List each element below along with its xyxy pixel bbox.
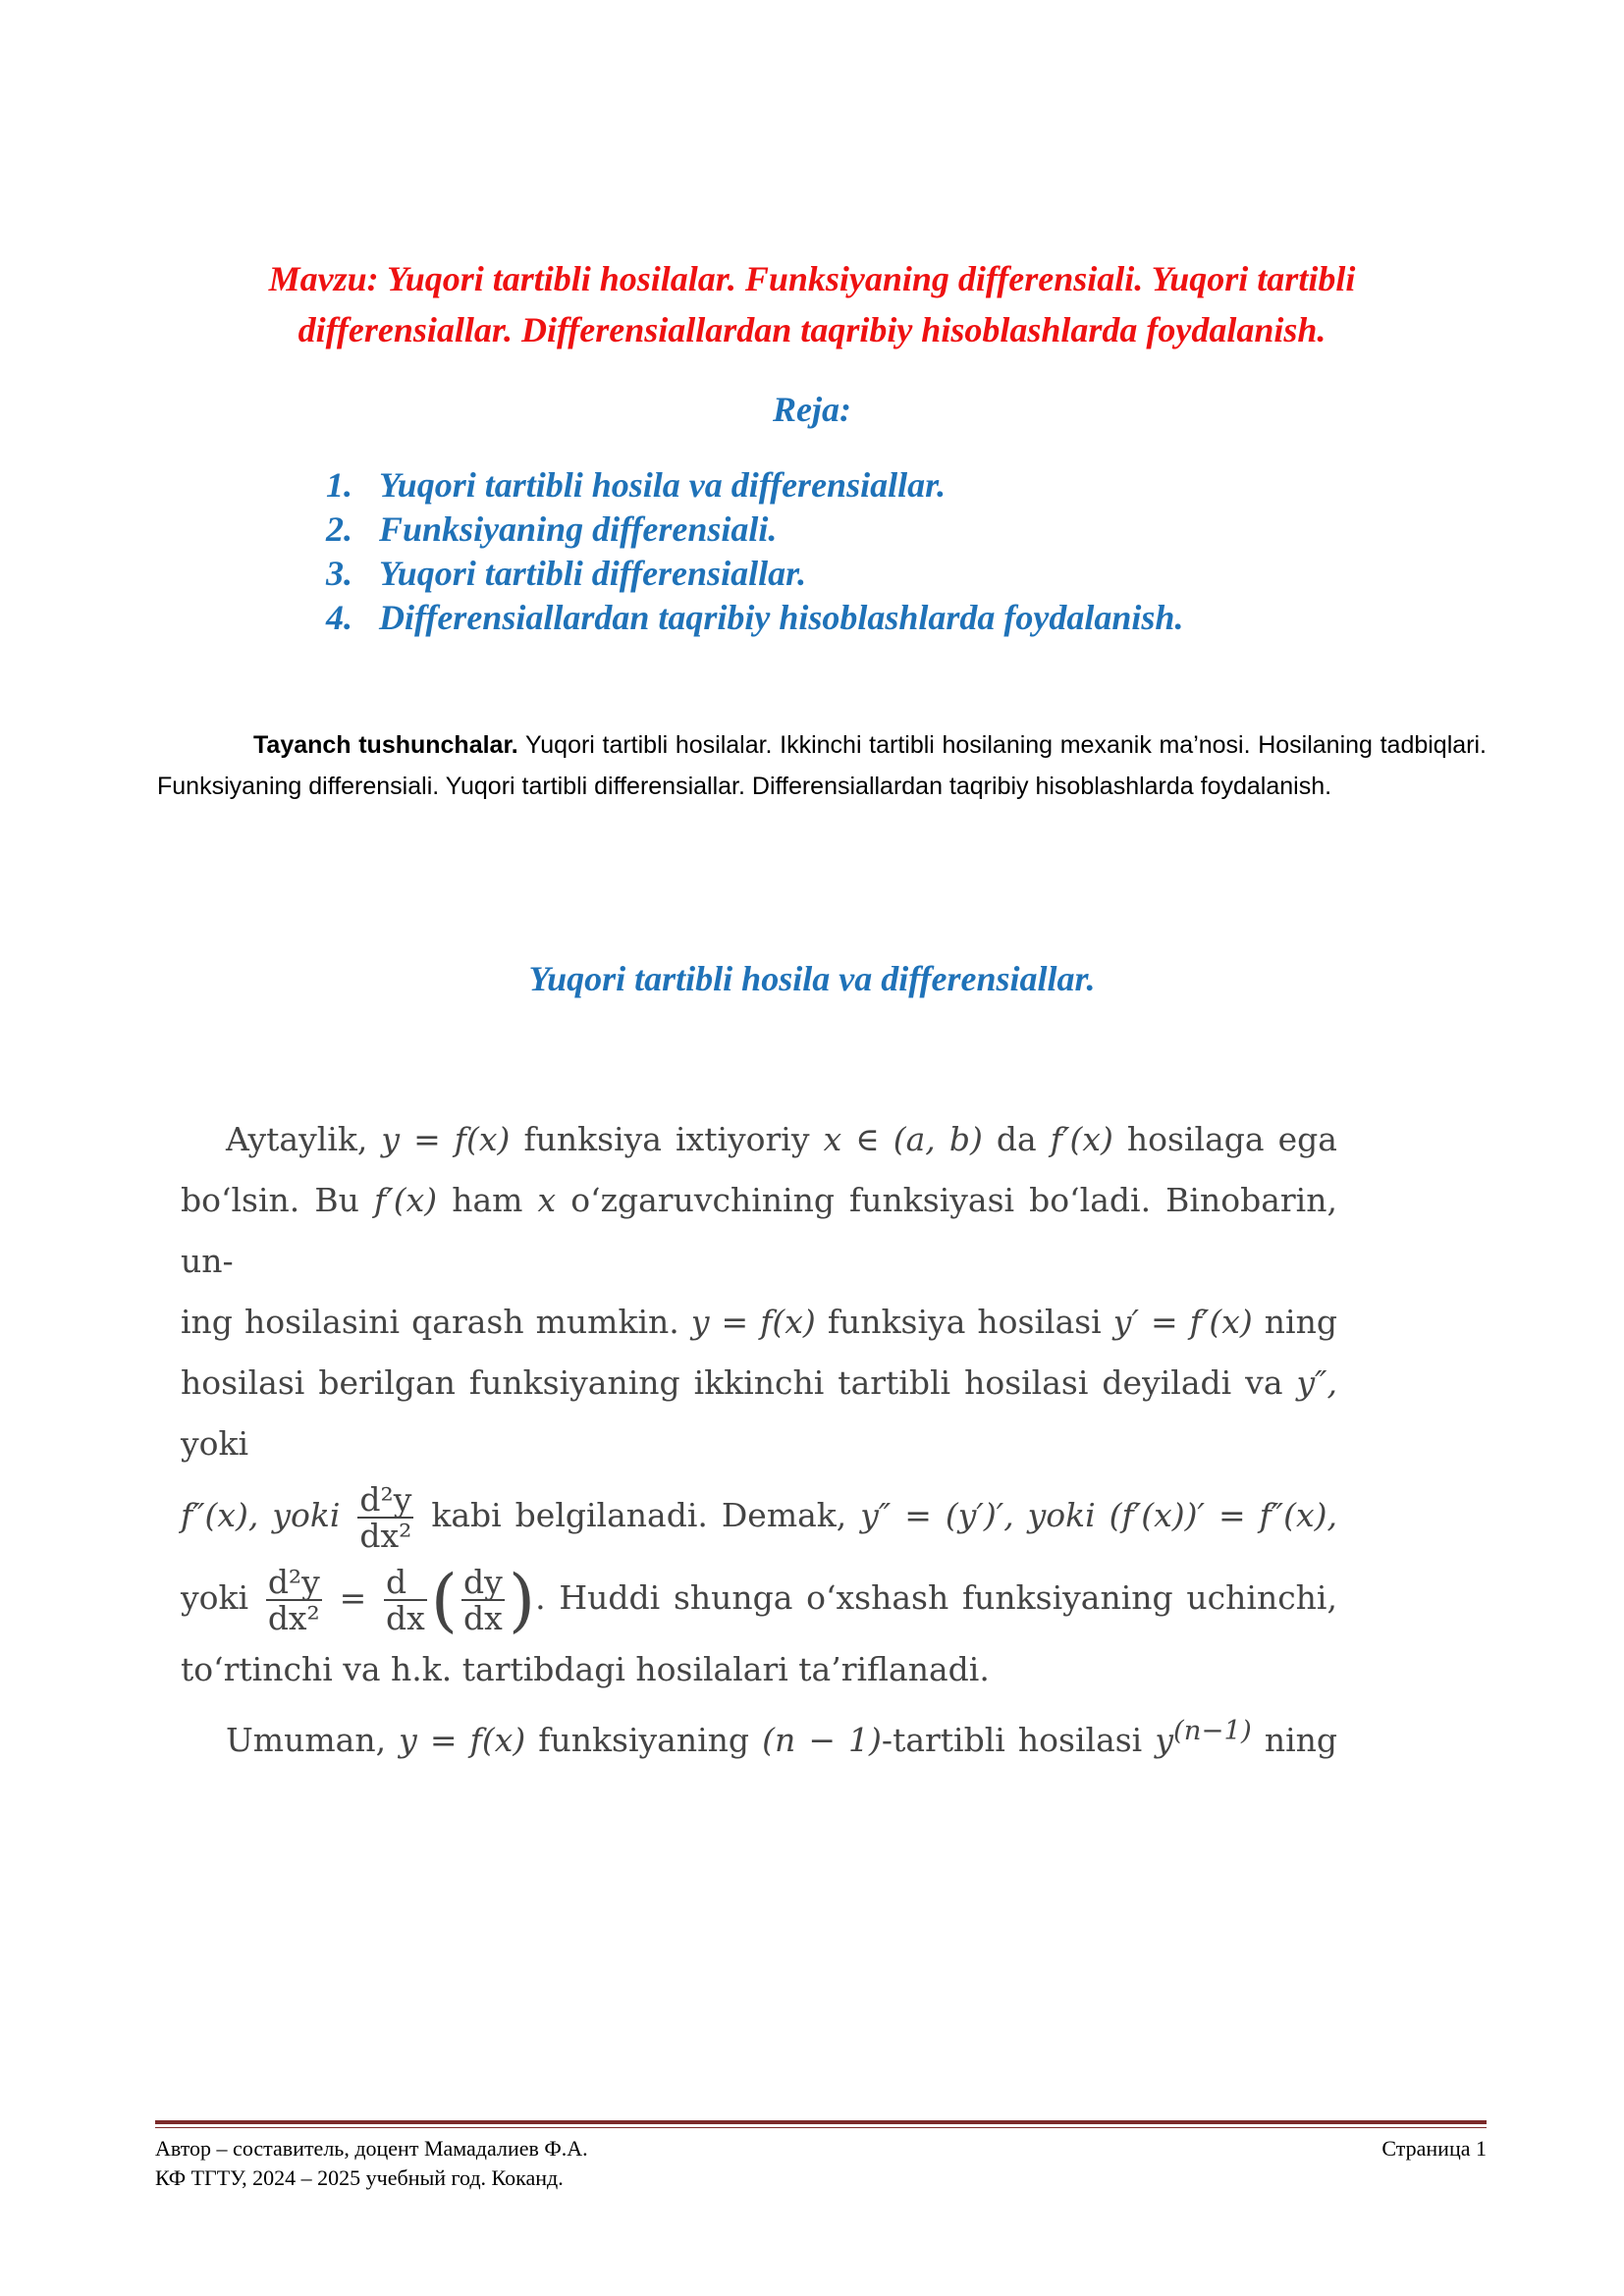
fraction: $\frac{dy}{dx}$ (463, 1563, 503, 1637)
footer-author: Автор – составитель, доцент Мамадалиев Ф.А. (155, 2136, 588, 2161)
plan-item-text: Funksiyaning differensiali. (379, 509, 778, 549)
title-line-1: Mavzu: Yuqori tartibli hosilalar. Funksiyaning differensiali. Yuqori tartibli (268, 259, 1356, 298)
key-concepts-text: Yuqori tartibli hosilalar. Ikkinchi tartibli hosilaning mexanik ma’nosi. Hosilaning tadbiqlari. Funksiyaning differensiali. Yuqori tartibli differensiallar. Differensiallardan taqribiy hisoblashlarda foydalanish. (157, 731, 1487, 800)
footer-left (155, 2134, 588, 2193)
plan-item-number: 2. (326, 509, 352, 549)
document-title (167, 253, 1457, 355)
math-line: bo‘lsin. Bu f′(x) ham x o‘zgaruvchining funksiyasi bo‘ladi. Binobarin, un- (181, 1181, 1337, 1280)
plan-item (326, 552, 1183, 596)
math-line: to‘rtinchi va h.k. tartibdagi hosilalari ta’riflanadi. (181, 1650, 990, 1688)
section-heading: Yuqori tartibli hosila va differensiallar. (528, 959, 1096, 998)
fraction: $\frac{d}{dx}$ (385, 1563, 425, 1637)
math-line: Umuman, y = f(x) funksiyaning (n − 1)-tartibli hosilasi $y^{(n-1)}$ ning (226, 1715, 1337, 1759)
page-number: Страница 1 (1381, 2136, 1487, 2161)
key-concepts-paragraph (157, 724, 1487, 807)
plan-item-number: 1. (326, 465, 352, 505)
footer-divider-thin (155, 2127, 1487, 2128)
fraction: $\frac{\text{d²y}}{\text{dx²}}$ (267, 1563, 320, 1637)
plan-item-number: 3. (326, 554, 352, 593)
footer-divider (155, 2120, 1487, 2124)
plan-item-number: 4. (326, 598, 352, 637)
fraction: $\frac{\text{d²y}}{\text{dx²}}$ (359, 1480, 412, 1555)
plan-list (326, 463, 1183, 640)
plan-item (326, 596, 1183, 640)
plan-item-text: Yuqori tartibli hosila va differensiallar. (379, 465, 947, 505)
title-line-2: differensiallar. Differensiallardan taqribiy hisoblashlarda foydalanish. (298, 310, 1326, 349)
plan-item-text: Yuqori tartibli differensiallar. (379, 554, 807, 593)
plan-item-text: Differensiallardan taqribiy hisoblashlarda foydalanish. (379, 598, 1184, 637)
math-line: ing hosilasini qarash mumkin. y = f(x) funksiya hosilasi y′ = f′(x) ning (181, 1303, 1337, 1341)
math-line: Aytaylik, y = f(x) funksiya ixtiyoriy x ∈ (a, b) da f′(x) hosilaga ega (226, 1120, 1337, 1158)
plan-item (326, 463, 1183, 507)
plan-heading: Reja: (773, 390, 851, 429)
math-line: hosilasi berilgan funksiyaning ikkinchi tartibli hosilasi deyiladi va y″, yoki (181, 1363, 1337, 1463)
plan-item (326, 507, 1183, 552)
key-concepts-label: Tayanch tushunchalar. (253, 731, 518, 759)
footer-institution: КФ ТГТУ, 2024 – 2025 учебный год. Коканд. (155, 2165, 564, 2190)
math-line: f″(x), yoki $\frac{\text{d²y}}{\text{dx²}}$ kabi belgilanadi. Demak, y″ = (y′)′, yoki (f′(x))′ = f″(x), (181, 1480, 1337, 1555)
math-line: yoki $\frac{\text{d²y}}{\text{dx²}}$ = $\frac{d}{dx}$ ( $\frac{dy}{dx}$ ). Huddi shunga o‘xshash funksiyaning uchinchi, (181, 1560, 1337, 1640)
math-body (181, 1109, 1337, 1771)
